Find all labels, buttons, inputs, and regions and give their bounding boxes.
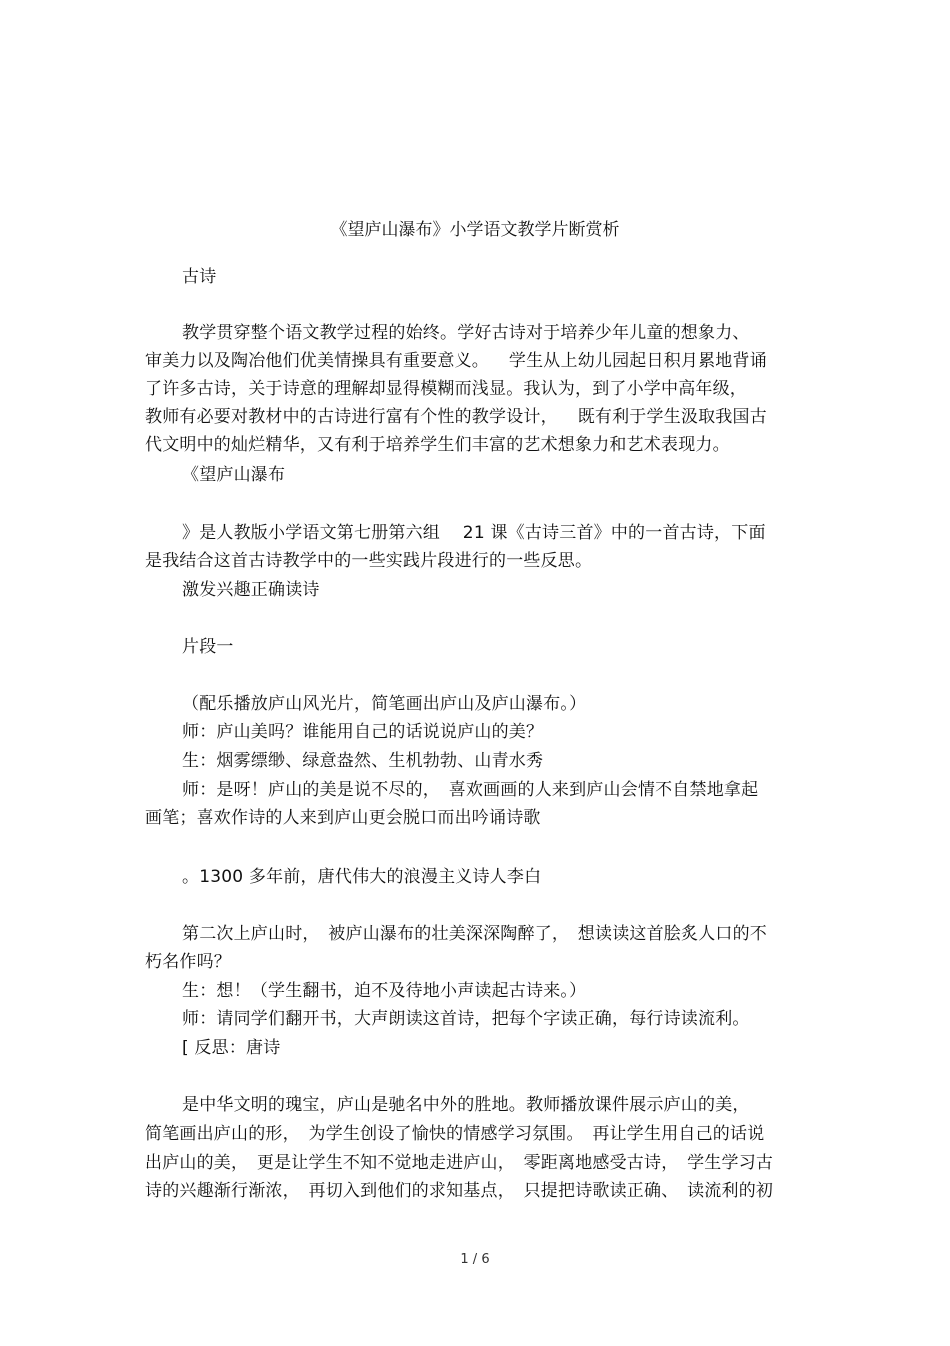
text-line: 简笔画出庐山的形， 为学生创设了愉快的情感学习氛围。 再让学生用自己的话说 [145, 1124, 765, 1144]
section-heading: 激发兴趣正确读诗 [182, 580, 320, 600]
text-line: 。1300 多年前，唐代伟大的浪漫主义诗人李白 [182, 867, 542, 887]
text-line: 是中华文明的瑰宝，庐山是驰名中外的胜地。教师播放课件展示庐山的美， [182, 1095, 750, 1115]
text-line: 诗的兴趣渐行渐浓， 再切入到他们的求知基点， 只提把诗歌读正确、 读流利的初 [145, 1181, 774, 1201]
document-title: 《望庐山瀑布》小学语文教学片断赏析 [330, 220, 620, 240]
text-line: 师：庐山美吗？谁能用自己的话说说庐山的美？ [182, 722, 544, 742]
text-line: [ 反思：唐诗 [182, 1038, 281, 1058]
text-line: 生：烟雾缥缈、绿意盎然、生机勃勃、山青水秀 [182, 751, 544, 771]
text-line: 教师有必要对教材中的古诗进行富有个性的教学设计， 既有利于学生汲取我国古 [145, 407, 767, 427]
text-line: 第二次上庐山时， 被庐山瀑布的壮美深深陶醉了， 想读读这首脍炙人口的不 [182, 924, 767, 944]
text-line: 教学贯穿整个语文教学过程的始终。学好古诗对于培养少年儿童的想象力、 [182, 323, 750, 343]
text-line: 出庐山的美， 更是让学生不知不觉地走进庐山， 零距离地感受古诗， 学生学习古 [145, 1153, 774, 1173]
text-line: 代文明中的灿烂精华，又有利于培养学生们丰富的艺术想象力和艺术表现力。 [145, 435, 730, 455]
text-line: 古诗 [182, 267, 217, 287]
text-line: 了许多古诗，关于诗意的理解却显得模糊而浅显。我认为，到了小学中高年级， [145, 379, 747, 399]
text-line: 师：请同学们翻开书，大声朗读这首诗，把每个字读正确，每行诗读流利。 [182, 1009, 750, 1029]
text-line: 《望庐山瀑布 [182, 465, 286, 485]
text-line: 画笔；喜欢作诗的人来到庐山更会脱口而出吟诵诗歌 [145, 808, 541, 828]
text-line: 朽名作吗？ [145, 952, 231, 972]
text-line: 审美力以及陶冶他们优美情操具有重要意义。 学生从上幼儿园起日积月累地背诵 [145, 351, 767, 371]
text-line: （配乐播放庐山风光片，简笔画出庐山及庐山瀑布。） [182, 694, 587, 714]
text-line: 师：是呀！庐山的美是说不尽的， 喜欢画画的人来到庐山会情不自禁地拿起 [182, 780, 759, 800]
page-number: 1 / 6 [460, 1252, 490, 1267]
text-line: 》是人教版小学语文第七册第六组 21 课《古诗三首》中的一首古诗，下面 [182, 523, 766, 543]
text-line: 是我结合这首古诗教学中的一些实践片段进行的一些反思。 [145, 551, 593, 571]
text-line: 生：想！（学生翻书，迫不及待地小声读起古诗来。） [182, 981, 587, 1001]
section-heading: 片段一 [182, 637, 234, 657]
